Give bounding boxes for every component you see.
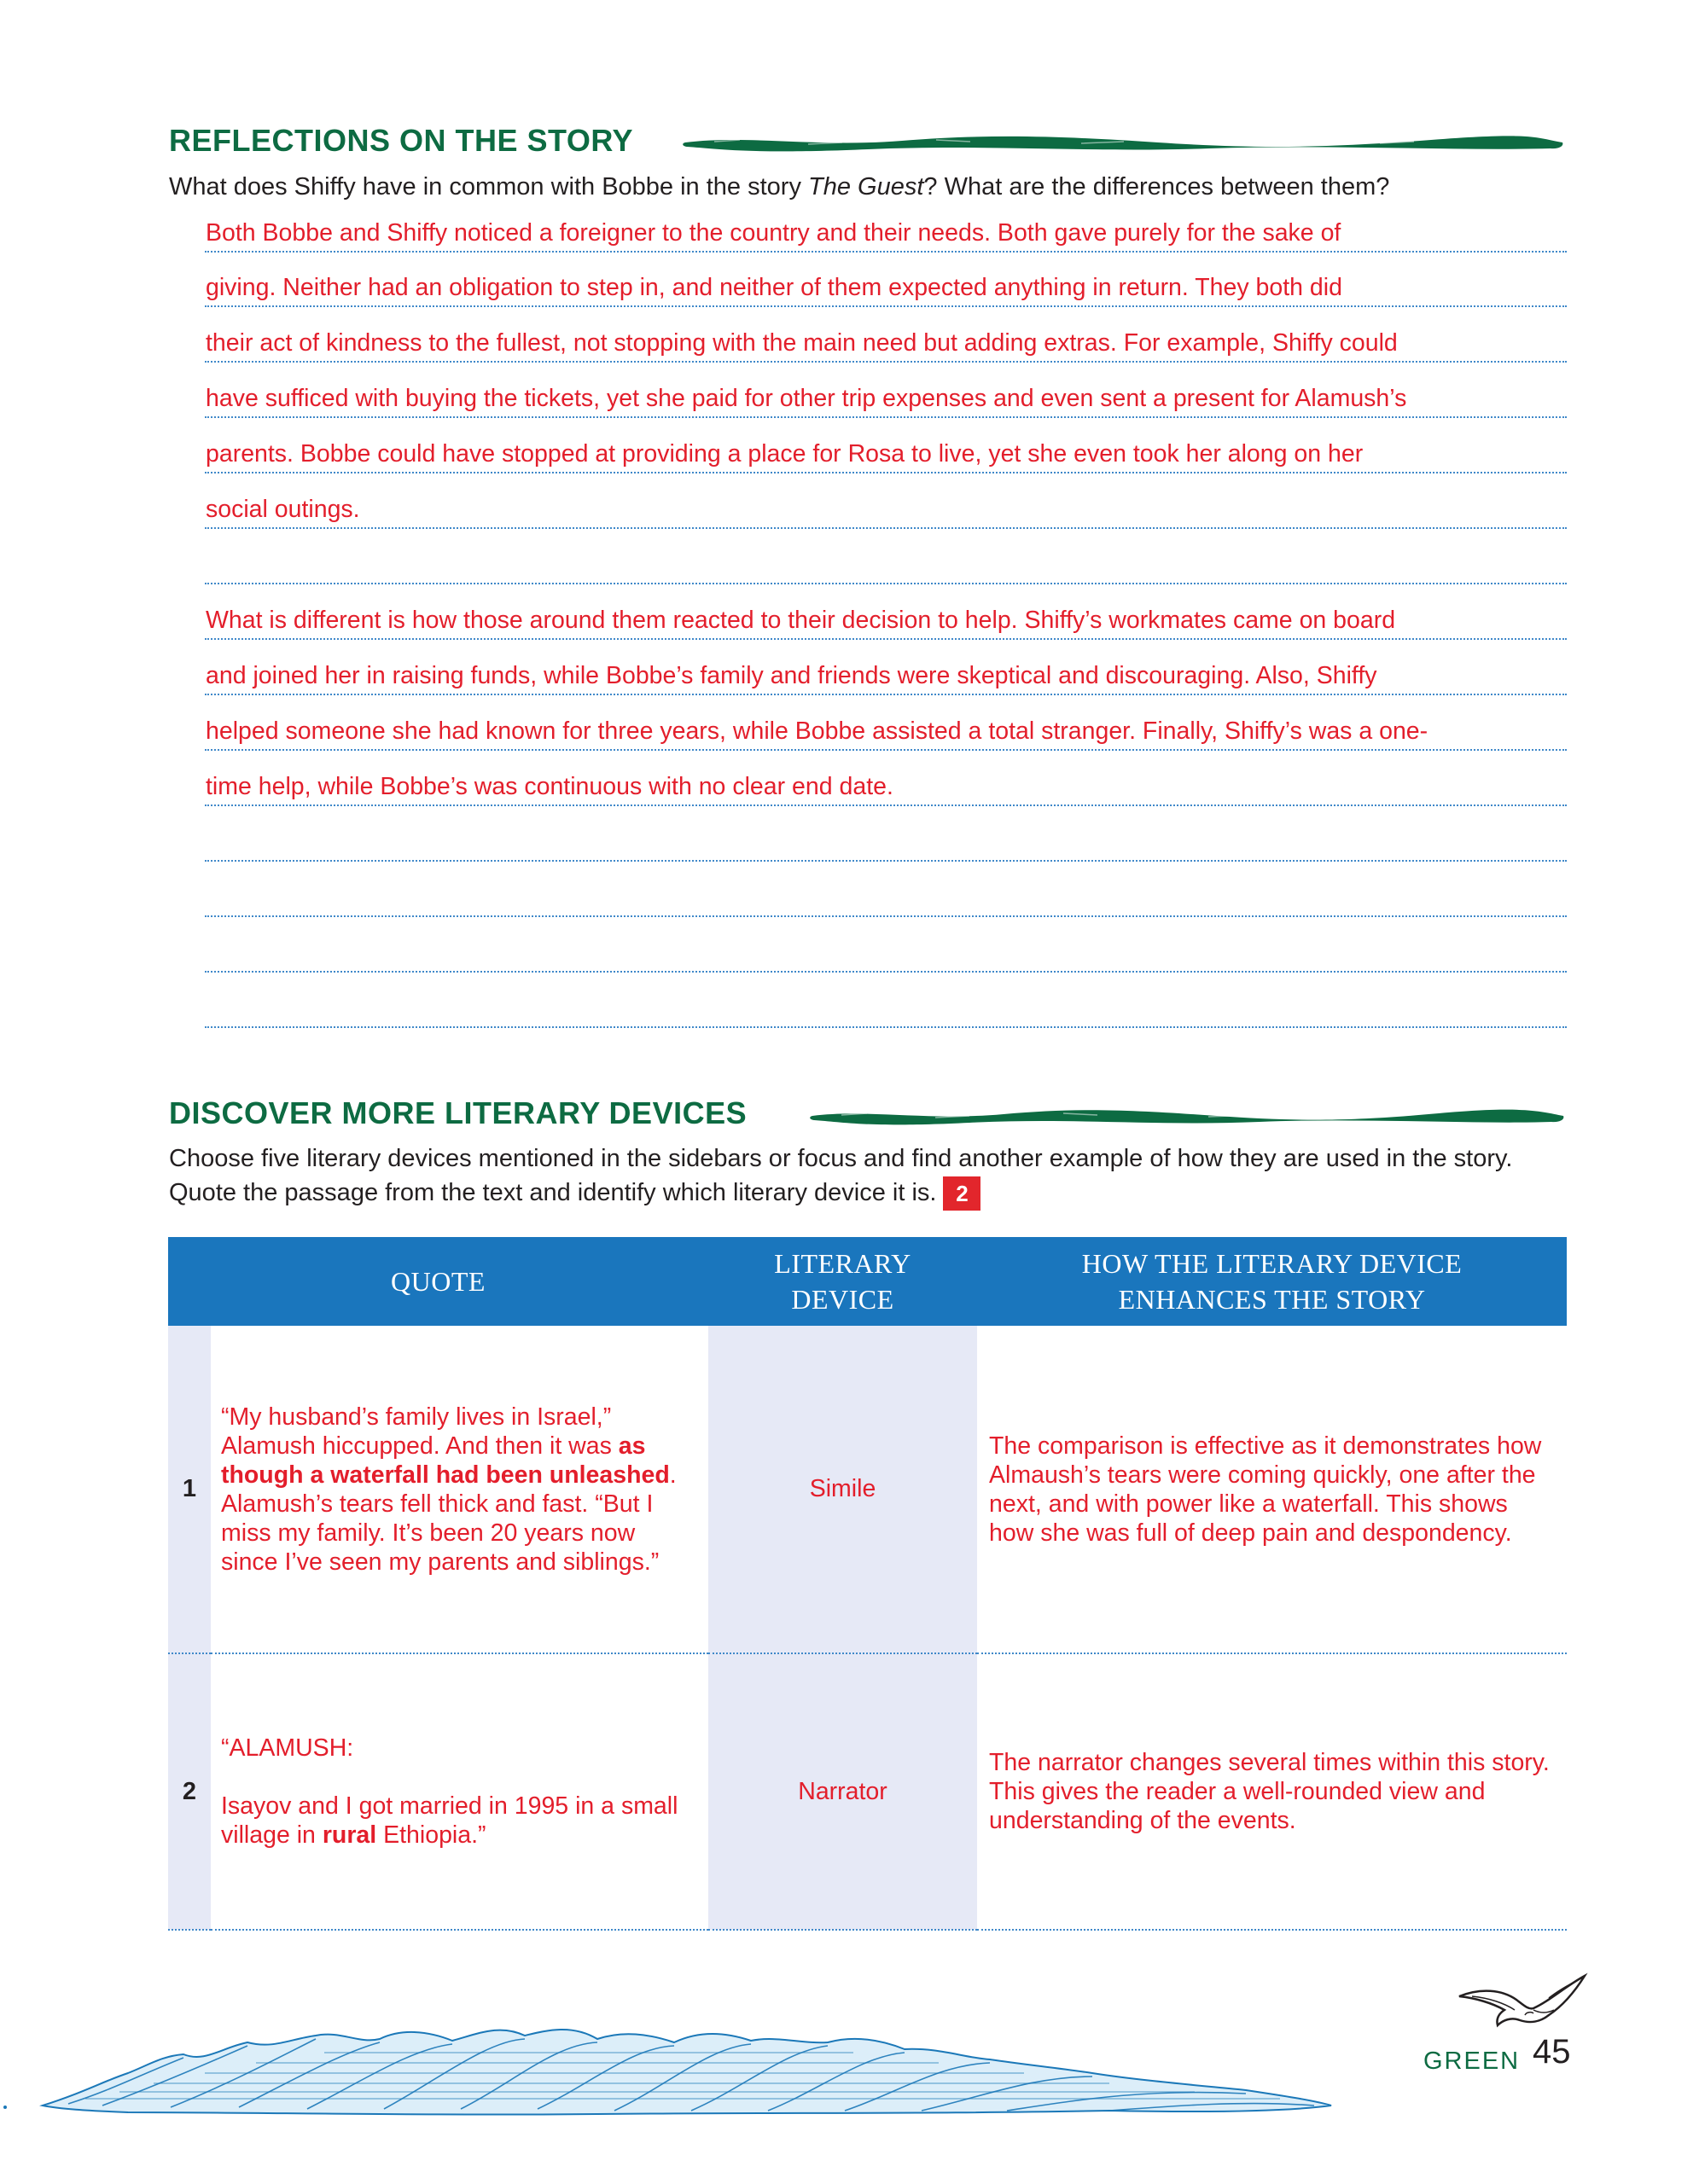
answer-line-9: and joined her in raising funds, while Bobbe’s family and friends were skeptical and discouraging. Also, Shiffy xyxy=(206,662,1377,689)
quote-cell[interactable] xyxy=(211,1653,708,1930)
writing-line-2 xyxy=(205,305,1567,307)
quote-text-end: Ethiopia.” xyxy=(376,1821,486,1849)
writing-line-3 xyxy=(205,361,1567,363)
ocean-waves-illustration xyxy=(0,2005,1365,2133)
answer-line-4: have sufficed with buying the tickets, yet she paid for other trip expenses and even sent a present for Alamush’s xyxy=(206,385,1407,412)
answer-line-8: What is different is how those around them reacted to their decision to help. Shiffy’s workmates came on board xyxy=(206,607,1396,634)
answer-line-10: helped someone she had known for three years, while Bobbe assisted a total stranger. Finally, Shiffy’s was a one- xyxy=(206,717,1428,745)
seagull-illustration xyxy=(1455,1972,1591,2032)
enhancement-cell[interactable]: The narrator changes several times within this story. This gives the reader a well-rounded view and understanding of the events. xyxy=(977,1653,1567,1930)
writing-line-12 xyxy=(205,860,1567,862)
answer-line-1: Both Bobbe and Shiffy noticed a foreigner to the country and their needs. Both gave purely for the sake of xyxy=(206,219,1341,247)
writing-line-4 xyxy=(205,416,1567,418)
devices-instructions xyxy=(169,1141,1577,1211)
table-row xyxy=(168,1326,1567,1653)
enhancement-cell[interactable]: The comparison is effective as it demonstrates how Almaush’s tears were coming quickly, one after the next, and with power like a waterfall. This shows how she was full of deep pain and despondency. xyxy=(977,1326,1567,1653)
devices-instructions-text: Choose five literary devices mentioned in the sidebars or focus and find another example of how they are used in the story. Quote the passage from the text and identify which literary device it is. xyxy=(169,1145,1513,1206)
header-enh-line2: ENHANCES THE STORY xyxy=(1118,1284,1426,1315)
literary-devices-table xyxy=(168,1237,1567,1931)
reflections-question-part2: ? What are the differences between them? xyxy=(923,173,1390,200)
writing-line-13 xyxy=(205,915,1567,917)
devices-brush-stroke xyxy=(807,1106,1568,1126)
reflections-brush-stroke xyxy=(680,132,1568,153)
header-device-line2: DEVICE xyxy=(791,1284,894,1315)
quote-text: “My husband’s family lives in Israel,” Alamush hiccupped. And then it was xyxy=(221,1403,619,1460)
reflections-question xyxy=(169,170,1568,204)
answer-line-5: parents. Bobbe could have stopped at providing a place for Rosa to live, yet she even took her along on her xyxy=(206,440,1364,468)
point-value-badge: 2 xyxy=(943,1176,980,1211)
answer-line-3: their act of kindness to the fullest, not stopping with the main need but adding extras. For example, Shiffy could xyxy=(206,329,1398,357)
header-enh-line1: HOW THE LITERARY DEVICE xyxy=(1081,1248,1463,1279)
writing-line-5 xyxy=(205,472,1567,473)
quote-cell[interactable] xyxy=(211,1326,708,1653)
header-enhancement xyxy=(977,1237,1567,1326)
page-number: 45 xyxy=(1533,2033,1571,2071)
quote-text-end: . Alamush’s tears fell thick and fast. “But I miss my family. It’s been 20 years now since I’ve seen my parents and siblings.” xyxy=(221,1461,677,1576)
reflections-heading: REFLECTIONS ON THE STORY xyxy=(169,123,634,158)
writing-line-8 xyxy=(205,638,1567,640)
writing-line-10 xyxy=(205,749,1567,751)
writing-line-14 xyxy=(205,971,1567,973)
story-title-italic: The Guest xyxy=(808,173,924,200)
header-quote: QUOTE xyxy=(168,1237,708,1326)
quote-heading: “ALAMUSH: xyxy=(221,1734,354,1762)
row-number: 1 xyxy=(168,1326,211,1653)
writing-line-6 xyxy=(205,527,1567,529)
quote-highlight: as though a waterfall had been unleashed xyxy=(221,1432,670,1489)
table-header-row xyxy=(168,1237,1567,1326)
devices-heading: DISCOVER MORE LITERARY DEVICES xyxy=(169,1095,748,1130)
answer-line-11: time help, while Bobbe’s was continuous with no clear end date. xyxy=(206,773,893,800)
reflections-question-part1: What does Shiffy have in common with Bobbe in the story xyxy=(169,173,809,200)
device-cell[interactable]: Narrator xyxy=(708,1653,977,1930)
answer-line-2: giving. Neither had an obligation to step in, and neither of them expected anything in return. They both did xyxy=(206,274,1342,301)
table-row xyxy=(168,1653,1567,1930)
answer-line-6: social outings. xyxy=(206,496,360,523)
writing-line-7 xyxy=(205,583,1567,584)
quote-text: Isayov and I got married in 1995 in a small village in xyxy=(221,1792,678,1849)
header-literary-device xyxy=(708,1237,977,1326)
quote-highlight: rural xyxy=(322,1821,377,1849)
row-number: 2 xyxy=(168,1653,211,1930)
device-cell[interactable]: Simile xyxy=(708,1326,977,1653)
writing-line-11 xyxy=(205,804,1567,806)
writing-line-15 xyxy=(205,1026,1567,1028)
header-device-line1: LITERARY xyxy=(774,1248,911,1279)
footer-level-label: GREEN xyxy=(1423,2048,1521,2075)
writing-line-1 xyxy=(205,251,1567,253)
writing-line-9 xyxy=(205,694,1567,695)
